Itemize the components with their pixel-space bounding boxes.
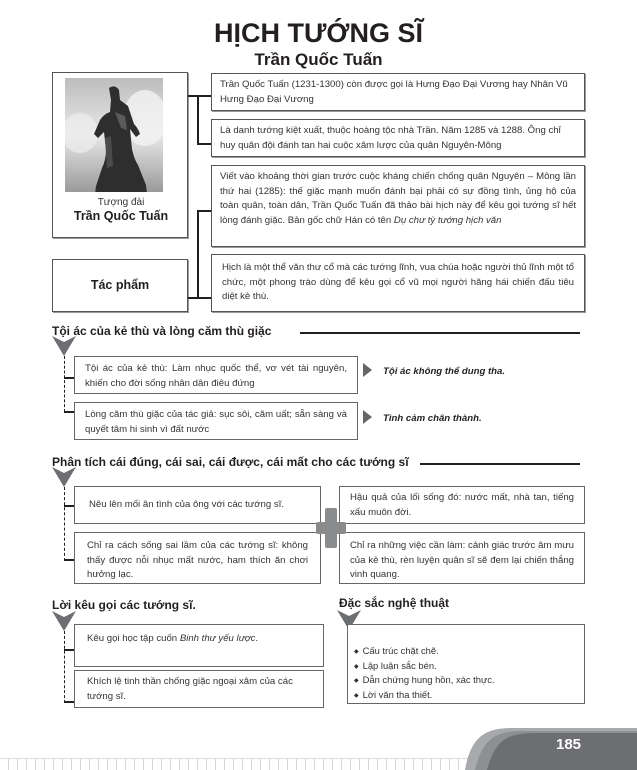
heading-rule <box>420 463 580 465</box>
statue-caption-name: Trần Quốc Tuấn <box>73 209 169 223</box>
art-feature-item: ◆ Dẫn chứng hung hồn, xác thực. <box>354 674 578 689</box>
dashed-connector <box>64 356 65 412</box>
analysis-text: Chỉ ra cách sống sai lầm của các tướng sĩ: không thấy được nỗi nhục mất nước, ham thích ăn chơi hưởng lạc. <box>87 540 308 580</box>
page-ruler <box>0 758 470 770</box>
original-title: Dụ chư tỳ tướng hịch văn <box>393 214 502 226</box>
hatred-conclusion: Tình cảm chân thành. <box>383 413 482 424</box>
crime-box <box>74 356 358 394</box>
statue-caption-small: Tượng đài <box>97 197 145 208</box>
appeal-text-suffix: . <box>255 633 259 644</box>
heading-rule <box>300 332 580 334</box>
connector-line <box>197 95 211 97</box>
portrait-card <box>52 72 188 238</box>
analysis-text: Hậu quả của lối sống đó: nước mất, nhà tan, tiếng xấu muôn đời. <box>350 492 574 518</box>
connector-line <box>64 377 74 379</box>
hatred-text: Lòng căm thù giặc của tác giả: sục sôi, căm uất; sẵn sàng và quyết tâm hi sinh vì đất nước <box>85 409 347 435</box>
art-features-box <box>347 624 585 704</box>
section-heading-crimes: Tội ác của kẻ thù và lòng căm thù giặc <box>52 324 272 338</box>
appeal-text: Khích lệ tinh thần chống giặc ngoại xâm của các tướng sĩ. <box>87 676 293 702</box>
chevron-down-icon <box>52 467 76 487</box>
section-heading-art: Đặc sắc nghệ thuật <box>339 596 450 610</box>
analysis-box <box>339 486 585 524</box>
analysis-box <box>339 532 585 584</box>
connector-line <box>197 95 199 145</box>
author-name: Trần Quốc Tuấn <box>254 50 383 69</box>
chevron-down-icon <box>52 336 76 356</box>
statue-image <box>65 78 163 192</box>
author-fact-text: Là danh tướng kiệt xuất, thuộc hoàng tộc nhà Trần. Năm 1285 và 1288. Ông chỉ huy quân đội đánh tan hai cuộc xâm lược của quân Nguyên-Mông <box>220 125 561 151</box>
connector-line <box>64 649 74 651</box>
plus-icon <box>316 508 346 548</box>
analysis-text: Chỉ ra những việc cần làm: cảnh giác trước âm mưu của kẻ thù, rèn luyện quân sĩ sẽ đem lại chiến thắng vinh quang. <box>350 540 574 580</box>
author-fact-box <box>211 119 585 157</box>
connector-line <box>197 210 199 299</box>
dashed-connector <box>64 487 65 561</box>
work-context-text: Viết vào khoảng thời gian trước cuộc kháng chiến chống quân Nguyên – Mông lần thứ hai (1285): thế giặc mạnh muốn đánh bại phải có sự đồng tình, ủng hộ của toàn quân, toàn dân, Trần Quốc Tuấn đã thảo bài hịch này để kêu gọi tướng sĩ hết lòng đánh giặc. Bản gốc chữ Hán có tên <box>220 171 576 226</box>
connector-line <box>197 143 211 145</box>
work-label-box <box>52 259 188 312</box>
connector-line <box>197 210 211 212</box>
work-genre-box <box>211 254 585 312</box>
author-fact-text: Trần Quốc Tuấn (1231-1300) còn được gọi là Hưng Đạo Đại Vương hay Nhân Vũ Hưng Đạo Đại Vương <box>220 79 568 105</box>
appeal-box <box>74 624 324 667</box>
hatred-box <box>74 402 358 440</box>
analysis-box <box>74 486 321 524</box>
dashed-connector <box>64 631 65 703</box>
connector-line <box>64 411 74 413</box>
arrow-right-icon <box>363 363 372 377</box>
connector-line <box>197 297 211 299</box>
crime-text: Tội ác của kẻ thù: Làm nhục quốc thể, vơ vét tài nguyên, khiến cho đời sống nhân dân điêu đứng <box>85 363 347 389</box>
connector-line <box>64 701 74 703</box>
section-heading-appeal: Lời kêu gọi các tướng sĩ. <box>52 598 196 612</box>
art-feature-item: ◆ Cấu trúc chặt chẽ. <box>354 645 578 660</box>
analysis-text: Nêu lên mối ân tình của ông với các tướng sĩ. <box>89 499 284 510</box>
work-label: Tác phẩm <box>90 278 150 293</box>
chevron-down-icon <box>52 611 76 631</box>
analysis-box <box>74 532 321 584</box>
book-title: Binh thư yếu lược <box>179 633 256 644</box>
arrow-right-icon <box>363 410 372 424</box>
art-features-list <box>354 645 578 703</box>
connector-line <box>64 559 74 561</box>
art-feature-item: ◆ Lời văn tha thiết. <box>354 689 578 704</box>
work-context-box <box>211 165 585 247</box>
connector-line <box>64 505 74 507</box>
appeal-box <box>74 670 324 708</box>
page-tab <box>465 725 637 770</box>
crime-conclusion: Tội ác không thể dung tha. <box>383 366 506 377</box>
work-genre-text: Hịch là một thể văn thư cổ mà các tướng lĩnh, vua chúa hoặc người thủ lĩnh một tổ chức, một phong trào dùng để kêu gọi cổ vũ mọi người hăng hái chiến đấu tiêu diệt kẻ thù. <box>222 262 574 302</box>
art-feature-item: ◆ Lập luận sắc bén. <box>354 660 578 675</box>
page-number: 185 <box>556 736 582 753</box>
section-heading-analysis: Phân tích cái đúng, cái sai, cái được, cái mất cho các tướng sĩ <box>52 455 409 469</box>
appeal-text-prefix: Kêu gọi học tập cuốn <box>87 633 180 644</box>
author-fact-box <box>211 73 585 111</box>
statue-icon <box>65 78 163 192</box>
page-title: HỊCH TƯỚNG SĨ <box>214 18 423 48</box>
